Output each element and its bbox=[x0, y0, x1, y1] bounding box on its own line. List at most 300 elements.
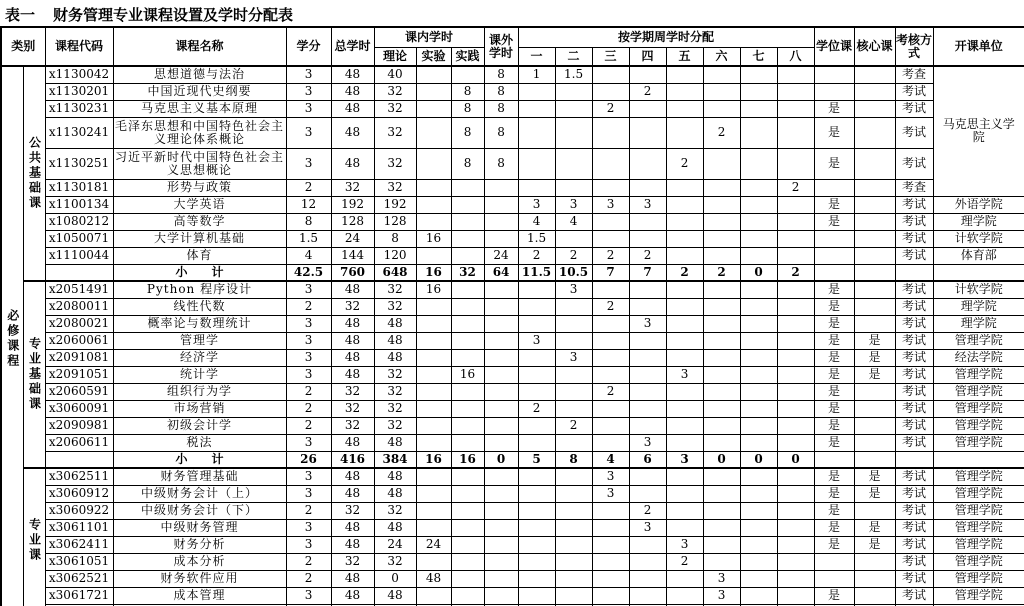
cell-code: x2060061 bbox=[45, 332, 113, 349]
cell-code: x3062521 bbox=[45, 570, 113, 587]
cell-total-hours: 48 bbox=[331, 485, 374, 502]
cell-practice-hours bbox=[451, 553, 484, 570]
cell-practice-hours bbox=[451, 502, 484, 519]
cell-extra-hours bbox=[484, 485, 518, 502]
cell-semester-4 bbox=[629, 281, 666, 298]
cell-total-hours: 48 bbox=[331, 349, 374, 366]
cell-semester-7 bbox=[740, 281, 777, 298]
cell-semester-4: 7 bbox=[629, 264, 666, 281]
cell-semester-3: 2 bbox=[592, 298, 629, 315]
cell-semester-4 bbox=[629, 179, 666, 196]
cell-semester-1: 3 bbox=[518, 196, 555, 213]
cell-semester-7 bbox=[740, 349, 777, 366]
cell-semester-8 bbox=[777, 332, 814, 349]
cell-core-course bbox=[854, 213, 895, 230]
cell-experiment-hours bbox=[416, 298, 451, 315]
cell-semester-7: 0 bbox=[740, 264, 777, 281]
cell-semester-6 bbox=[703, 502, 740, 519]
cell-code: x1100134 bbox=[45, 196, 113, 213]
table-title bbox=[0, 0, 1024, 26]
cell-course-name: 税法 bbox=[113, 434, 286, 451]
cell-degree-course bbox=[814, 230, 854, 247]
cell-extra-hours bbox=[484, 315, 518, 332]
cell-semester-8: 2 bbox=[777, 179, 814, 196]
cell-theory-hours: 648 bbox=[374, 264, 416, 281]
cell-semester-1 bbox=[518, 100, 555, 117]
cell-course-name: 体育 bbox=[113, 247, 286, 264]
cell-semester-2 bbox=[555, 434, 592, 451]
cell-semester-8 bbox=[777, 383, 814, 400]
course-row bbox=[1, 434, 1024, 451]
cell-semester-6 bbox=[703, 536, 740, 553]
cell-semester-1: 1.5 bbox=[518, 230, 555, 247]
cell-semester-8 bbox=[777, 315, 814, 332]
course-row bbox=[1, 468, 1024, 485]
cell-theory-hours: 48 bbox=[374, 315, 416, 332]
cell-semester-7 bbox=[740, 383, 777, 400]
cell-semester-6 bbox=[703, 148, 740, 179]
course-row bbox=[1, 366, 1024, 383]
cell-semester-5 bbox=[666, 117, 703, 148]
category-inner: 专业基础课 bbox=[23, 281, 45, 468]
cell-total-hours: 48 bbox=[331, 519, 374, 536]
cell-semester-1 bbox=[518, 117, 555, 148]
cell-experiment-hours bbox=[416, 468, 451, 485]
course-row bbox=[1, 315, 1024, 332]
cell-core-course bbox=[854, 451, 895, 468]
cell-extra-hours bbox=[484, 417, 518, 434]
cell-semester-8 bbox=[777, 468, 814, 485]
cell-assessment: 考试 bbox=[895, 247, 933, 264]
header-total-hours: 总学时 bbox=[331, 27, 374, 66]
cell-semester-5 bbox=[666, 485, 703, 502]
cell-code: x2090981 bbox=[45, 417, 113, 434]
cell-unit: 管理学院 bbox=[933, 519, 1024, 536]
cell-core-course bbox=[854, 315, 895, 332]
cell-semester-8 bbox=[777, 247, 814, 264]
cell-experiment-hours bbox=[416, 366, 451, 383]
cell-total-hours: 760 bbox=[331, 264, 374, 281]
cell-core-course: 是 bbox=[854, 349, 895, 366]
cell-semester-8 bbox=[777, 570, 814, 587]
cell-assessment: 考试 bbox=[895, 117, 933, 148]
cell-credits: 3 bbox=[286, 332, 331, 349]
cell-semester-3 bbox=[592, 434, 629, 451]
cell-degree-course: 是 bbox=[814, 213, 854, 230]
cell-code: x3060091 bbox=[45, 400, 113, 417]
cell-experiment-hours bbox=[416, 349, 451, 366]
cell-semester-2 bbox=[555, 179, 592, 196]
cell-semester-2: 4 bbox=[555, 213, 592, 230]
cell-assessment bbox=[895, 264, 933, 281]
cell-semester-2: 1.5 bbox=[555, 66, 592, 83]
header-semester-3: 三 bbox=[592, 47, 629, 66]
cell-assessment: 考试 bbox=[895, 485, 933, 502]
cell-semester-1 bbox=[518, 281, 555, 298]
cell-course-name: 成本分析 bbox=[113, 553, 286, 570]
cell-semester-3 bbox=[592, 66, 629, 83]
cell-degree-course bbox=[814, 179, 854, 196]
cell-unit: 马克思主义学院 bbox=[933, 66, 1024, 196]
cell-assessment: 考试 bbox=[895, 519, 933, 536]
cell-degree-course bbox=[814, 570, 854, 587]
cell-assessment: 考试 bbox=[895, 332, 933, 349]
cell-assessment: 考试 bbox=[895, 213, 933, 230]
cell-extra-hours: 0 bbox=[484, 451, 518, 468]
cell-practice-hours bbox=[451, 468, 484, 485]
cell-semester-5 bbox=[666, 179, 703, 196]
cell-assessment: 考试 bbox=[895, 400, 933, 417]
cell-semester-3 bbox=[592, 519, 629, 536]
cell-degree-course: 是 bbox=[814, 366, 854, 383]
cell-semester-8 bbox=[777, 148, 814, 179]
cell-semester-6: 3 bbox=[703, 587, 740, 604]
header-course-name: 课程名称 bbox=[113, 27, 286, 66]
cell-core-course: 是 bbox=[854, 485, 895, 502]
subtotal-row bbox=[1, 451, 1024, 468]
cell-theory-hours: 48 bbox=[374, 468, 416, 485]
cell-core-course bbox=[854, 502, 895, 519]
cell-credits: 2 bbox=[286, 502, 331, 519]
cell-course-name: 财务管理基础 bbox=[113, 468, 286, 485]
cell-credits: 3 bbox=[286, 519, 331, 536]
cell-semester-3: 3 bbox=[592, 196, 629, 213]
cell-theory-hours: 48 bbox=[374, 434, 416, 451]
cell-code: x3060912 bbox=[45, 485, 113, 502]
course-table bbox=[0, 26, 1024, 606]
cell-assessment: 考查 bbox=[895, 179, 933, 196]
cell-extra-hours: 8 bbox=[484, 148, 518, 179]
cell-semester-2: 3 bbox=[555, 196, 592, 213]
cell-semester-2 bbox=[555, 332, 592, 349]
cell-semester-5 bbox=[666, 383, 703, 400]
cell-semester-3 bbox=[592, 179, 629, 196]
cell-course-name: 组织行为学 bbox=[113, 383, 286, 400]
cell-core-course bbox=[854, 383, 895, 400]
cell-unit: 管理学院 bbox=[933, 383, 1024, 400]
cell-course-name: 财务分析 bbox=[113, 536, 286, 553]
cell-degree-course: 是 bbox=[814, 298, 854, 315]
cell-experiment-hours bbox=[416, 434, 451, 451]
cell-credits: 3 bbox=[286, 100, 331, 117]
course-row bbox=[1, 536, 1024, 553]
cell-theory-hours: 48 bbox=[374, 485, 416, 502]
cell-code: x1130251 bbox=[45, 148, 113, 179]
cell-unit: 管理学院 bbox=[933, 366, 1024, 383]
cell-experiment-hours bbox=[416, 587, 451, 604]
cell-semester-7 bbox=[740, 196, 777, 213]
cell-credits: 2 bbox=[286, 553, 331, 570]
cell-semester-1 bbox=[518, 570, 555, 587]
cell-credits: 2 bbox=[286, 383, 331, 400]
course-row bbox=[1, 281, 1024, 298]
cell-semester-5 bbox=[666, 349, 703, 366]
cell-course-name: 高等数学 bbox=[113, 213, 286, 230]
cell-semester-4 bbox=[629, 66, 666, 83]
cell-semester-7 bbox=[740, 66, 777, 83]
header-practice: 实践 bbox=[451, 47, 484, 66]
cell-practice-hours: 32 bbox=[451, 264, 484, 281]
header-in-class-hours: 课内学时 bbox=[374, 27, 484, 47]
cell-core-course bbox=[854, 264, 895, 281]
cell-theory-hours: 32 bbox=[374, 148, 416, 179]
cell-code: x3061101 bbox=[45, 519, 113, 536]
header-semester-2: 二 bbox=[555, 47, 592, 66]
cell-semester-6: 2 bbox=[703, 264, 740, 281]
cell-semester-2 bbox=[555, 553, 592, 570]
cell-total-hours: 48 bbox=[331, 587, 374, 604]
cell-semester-1: 5 bbox=[518, 451, 555, 468]
cell-semester-8 bbox=[777, 196, 814, 213]
cell-unit: 管理学院 bbox=[933, 332, 1024, 349]
cell-degree-course bbox=[814, 451, 854, 468]
cell-credits: 3 bbox=[286, 366, 331, 383]
cell-semester-7 bbox=[740, 213, 777, 230]
cell-extra-hours bbox=[484, 434, 518, 451]
cell-core-course bbox=[854, 179, 895, 196]
cell-theory-hours: 32 bbox=[374, 366, 416, 383]
cell-assessment: 考试 bbox=[895, 502, 933, 519]
cell-practice-hours bbox=[451, 179, 484, 196]
cell-semester-5 bbox=[666, 400, 703, 417]
cell-semester-6 bbox=[703, 400, 740, 417]
cell-credits: 3 bbox=[286, 148, 331, 179]
cell-extra-hours bbox=[484, 468, 518, 485]
cell-semester-1 bbox=[518, 83, 555, 100]
cell-core-course: 是 bbox=[854, 366, 895, 383]
cell-assessment: 考试 bbox=[895, 148, 933, 179]
cell-credits: 2 bbox=[286, 417, 331, 434]
cell-core-course bbox=[854, 570, 895, 587]
cell-semester-4 bbox=[629, 536, 666, 553]
cell-theory-hours: 32 bbox=[374, 117, 416, 148]
cell-semester-6 bbox=[703, 213, 740, 230]
header-category: 类别 bbox=[1, 27, 45, 66]
cell-practice-hours: 16 bbox=[451, 451, 484, 468]
cell-total-hours: 416 bbox=[331, 451, 374, 468]
cell-code: x1130201 bbox=[45, 83, 113, 100]
cell-semester-7 bbox=[740, 298, 777, 315]
cell-theory-hours: 40 bbox=[374, 66, 416, 83]
cell-semester-2 bbox=[555, 383, 592, 400]
cell-semester-5 bbox=[666, 502, 703, 519]
cell-unit: 管理学院 bbox=[933, 570, 1024, 587]
cell-semester-4: 3 bbox=[629, 519, 666, 536]
course-row bbox=[1, 230, 1024, 247]
cell-credits: 3 bbox=[286, 587, 331, 604]
cell-semester-7 bbox=[740, 434, 777, 451]
cell-semester-2: 3 bbox=[555, 349, 592, 366]
cell-unit: 管理学院 bbox=[933, 468, 1024, 485]
cell-credits: 4 bbox=[286, 247, 331, 264]
course-row bbox=[1, 400, 1024, 417]
cell-core-course bbox=[854, 148, 895, 179]
cell-semester-6 bbox=[703, 434, 740, 451]
cell-semester-1 bbox=[518, 519, 555, 536]
cell-theory-hours: 384 bbox=[374, 451, 416, 468]
cell-degree-course: 是 bbox=[814, 315, 854, 332]
cell-practice-hours bbox=[451, 298, 484, 315]
cell-code: x1080212 bbox=[45, 213, 113, 230]
cell-code: x1130231 bbox=[45, 100, 113, 117]
cell-degree-course: 是 bbox=[814, 196, 854, 213]
cell-semester-5 bbox=[666, 230, 703, 247]
cell-core-course bbox=[854, 417, 895, 434]
cell-extra-hours bbox=[484, 281, 518, 298]
cell-semester-3 bbox=[592, 570, 629, 587]
cell-semester-6 bbox=[703, 366, 740, 383]
cell-semester-5 bbox=[666, 417, 703, 434]
cell-semester-5: 2 bbox=[666, 148, 703, 179]
cell-unit: 管理学院 bbox=[933, 536, 1024, 553]
cell-code: x3062411 bbox=[45, 536, 113, 553]
cell-total-hours: 48 bbox=[331, 332, 374, 349]
cell-semester-7 bbox=[740, 536, 777, 553]
cell-course-name: 大学计算机基础 bbox=[113, 230, 286, 247]
cell-extra-hours bbox=[484, 366, 518, 383]
cell-semester-6 bbox=[703, 230, 740, 247]
cell-semester-1 bbox=[518, 502, 555, 519]
cell-semester-8 bbox=[777, 66, 814, 83]
cell-semester-4: 3 bbox=[629, 434, 666, 451]
cell-semester-5 bbox=[666, 281, 703, 298]
cell-practice-hours bbox=[451, 230, 484, 247]
cell-unit: 计软学院 bbox=[933, 281, 1024, 298]
cell-semester-3 bbox=[592, 502, 629, 519]
cell-experiment-hours bbox=[416, 383, 451, 400]
cell-semester-4 bbox=[629, 553, 666, 570]
cell-extra-hours: 24 bbox=[484, 247, 518, 264]
cell-total-hours: 48 bbox=[331, 315, 374, 332]
category-inner: 专业课 bbox=[23, 468, 45, 606]
cell-semester-3 bbox=[592, 366, 629, 383]
cell-degree-course: 是 bbox=[814, 519, 854, 536]
cell-semester-6 bbox=[703, 66, 740, 83]
cell-unit: 管理学院 bbox=[933, 434, 1024, 451]
cell-assessment: 考试 bbox=[895, 553, 933, 570]
cell-semester-3 bbox=[592, 315, 629, 332]
course-row bbox=[1, 570, 1024, 587]
subtotal-label: 小 计 bbox=[113, 264, 286, 281]
cell-core-course bbox=[854, 298, 895, 315]
cell-extra-hours bbox=[484, 400, 518, 417]
cell-experiment-hours bbox=[416, 66, 451, 83]
cell-semester-1 bbox=[518, 417, 555, 434]
cell-unit: 管理学院 bbox=[933, 400, 1024, 417]
cell-practice-hours: 8 bbox=[451, 83, 484, 100]
cell-semester-4 bbox=[629, 587, 666, 604]
cell-practice-hours bbox=[451, 536, 484, 553]
cell-code: x3061721 bbox=[45, 587, 113, 604]
cell-extra-hours bbox=[484, 349, 518, 366]
header-semester-5: 五 bbox=[666, 47, 703, 66]
cell-assessment: 考试 bbox=[895, 434, 933, 451]
cell-semester-3: 3 bbox=[592, 485, 629, 502]
cell-experiment-hours: 48 bbox=[416, 570, 451, 587]
cell-semester-2 bbox=[555, 83, 592, 100]
cell-theory-hours: 48 bbox=[374, 587, 416, 604]
cell-code: x3062511 bbox=[45, 468, 113, 485]
cell-semester-8 bbox=[777, 281, 814, 298]
cell-code: x1050071 bbox=[45, 230, 113, 247]
cell-semester-8 bbox=[777, 434, 814, 451]
header-experiment: 实验 bbox=[416, 47, 451, 66]
course-row bbox=[1, 100, 1024, 117]
cell-semester-5: 2 bbox=[666, 264, 703, 281]
cell-semester-2: 3 bbox=[555, 281, 592, 298]
subtotal-row bbox=[1, 264, 1024, 281]
cell-degree-course: 是 bbox=[814, 383, 854, 400]
cell-course-name: 市场营销 bbox=[113, 400, 286, 417]
cell-theory-hours: 32 bbox=[374, 502, 416, 519]
cell-course-name: 线性代数 bbox=[113, 298, 286, 315]
cell-course-name: 管理学 bbox=[113, 332, 286, 349]
cell-semester-1 bbox=[518, 179, 555, 196]
cell-semester-6: 0 bbox=[703, 451, 740, 468]
cell-theory-hours: 192 bbox=[374, 196, 416, 213]
cell-semester-5 bbox=[666, 83, 703, 100]
cell-semester-5 bbox=[666, 468, 703, 485]
cell-total-hours: 32 bbox=[331, 298, 374, 315]
cell-total-hours: 24 bbox=[331, 230, 374, 247]
cell-assessment: 考试 bbox=[895, 468, 933, 485]
cell-semester-3 bbox=[592, 587, 629, 604]
cell-semester-2 bbox=[555, 536, 592, 553]
cell-code bbox=[45, 264, 113, 281]
cell-theory-hours: 48 bbox=[374, 349, 416, 366]
course-row bbox=[1, 485, 1024, 502]
course-row bbox=[1, 117, 1024, 148]
cell-semester-6 bbox=[703, 519, 740, 536]
cell-practice-hours bbox=[451, 485, 484, 502]
cell-semester-7 bbox=[740, 502, 777, 519]
cell-semester-6 bbox=[703, 485, 740, 502]
cell-core-course: 是 bbox=[854, 519, 895, 536]
cell-experiment-hours bbox=[416, 179, 451, 196]
cell-semester-7 bbox=[740, 519, 777, 536]
cell-credits: 3 bbox=[286, 117, 331, 148]
cell-semester-8 bbox=[777, 230, 814, 247]
cell-degree-course: 是 bbox=[814, 587, 854, 604]
cell-core-course bbox=[854, 66, 895, 83]
cell-semester-3 bbox=[592, 83, 629, 100]
cell-semester-3: 7 bbox=[592, 264, 629, 281]
cell-unit: 管理学院 bbox=[933, 502, 1024, 519]
cell-semester-7 bbox=[740, 553, 777, 570]
cell-semester-3 bbox=[592, 536, 629, 553]
cell-unit bbox=[933, 451, 1024, 468]
cell-practice-hours bbox=[451, 587, 484, 604]
cell-semester-2 bbox=[555, 315, 592, 332]
cell-semester-8 bbox=[777, 553, 814, 570]
cell-assessment: 考试 bbox=[895, 349, 933, 366]
cell-practice-hours bbox=[451, 434, 484, 451]
cell-unit: 理学院 bbox=[933, 315, 1024, 332]
cell-total-hours: 48 bbox=[331, 468, 374, 485]
cell-experiment-hours: 16 bbox=[416, 281, 451, 298]
cell-practice-hours bbox=[451, 315, 484, 332]
cell-core-course bbox=[854, 230, 895, 247]
cell-semester-1 bbox=[518, 536, 555, 553]
cell-degree-course: 是 bbox=[814, 417, 854, 434]
cell-credits: 1.5 bbox=[286, 230, 331, 247]
course-row bbox=[1, 417, 1024, 434]
cell-practice-hours bbox=[451, 400, 484, 417]
course-row bbox=[1, 332, 1024, 349]
cell-degree-course: 是 bbox=[814, 400, 854, 417]
cell-code: x2051491 bbox=[45, 281, 113, 298]
cell-total-hours: 48 bbox=[331, 83, 374, 100]
